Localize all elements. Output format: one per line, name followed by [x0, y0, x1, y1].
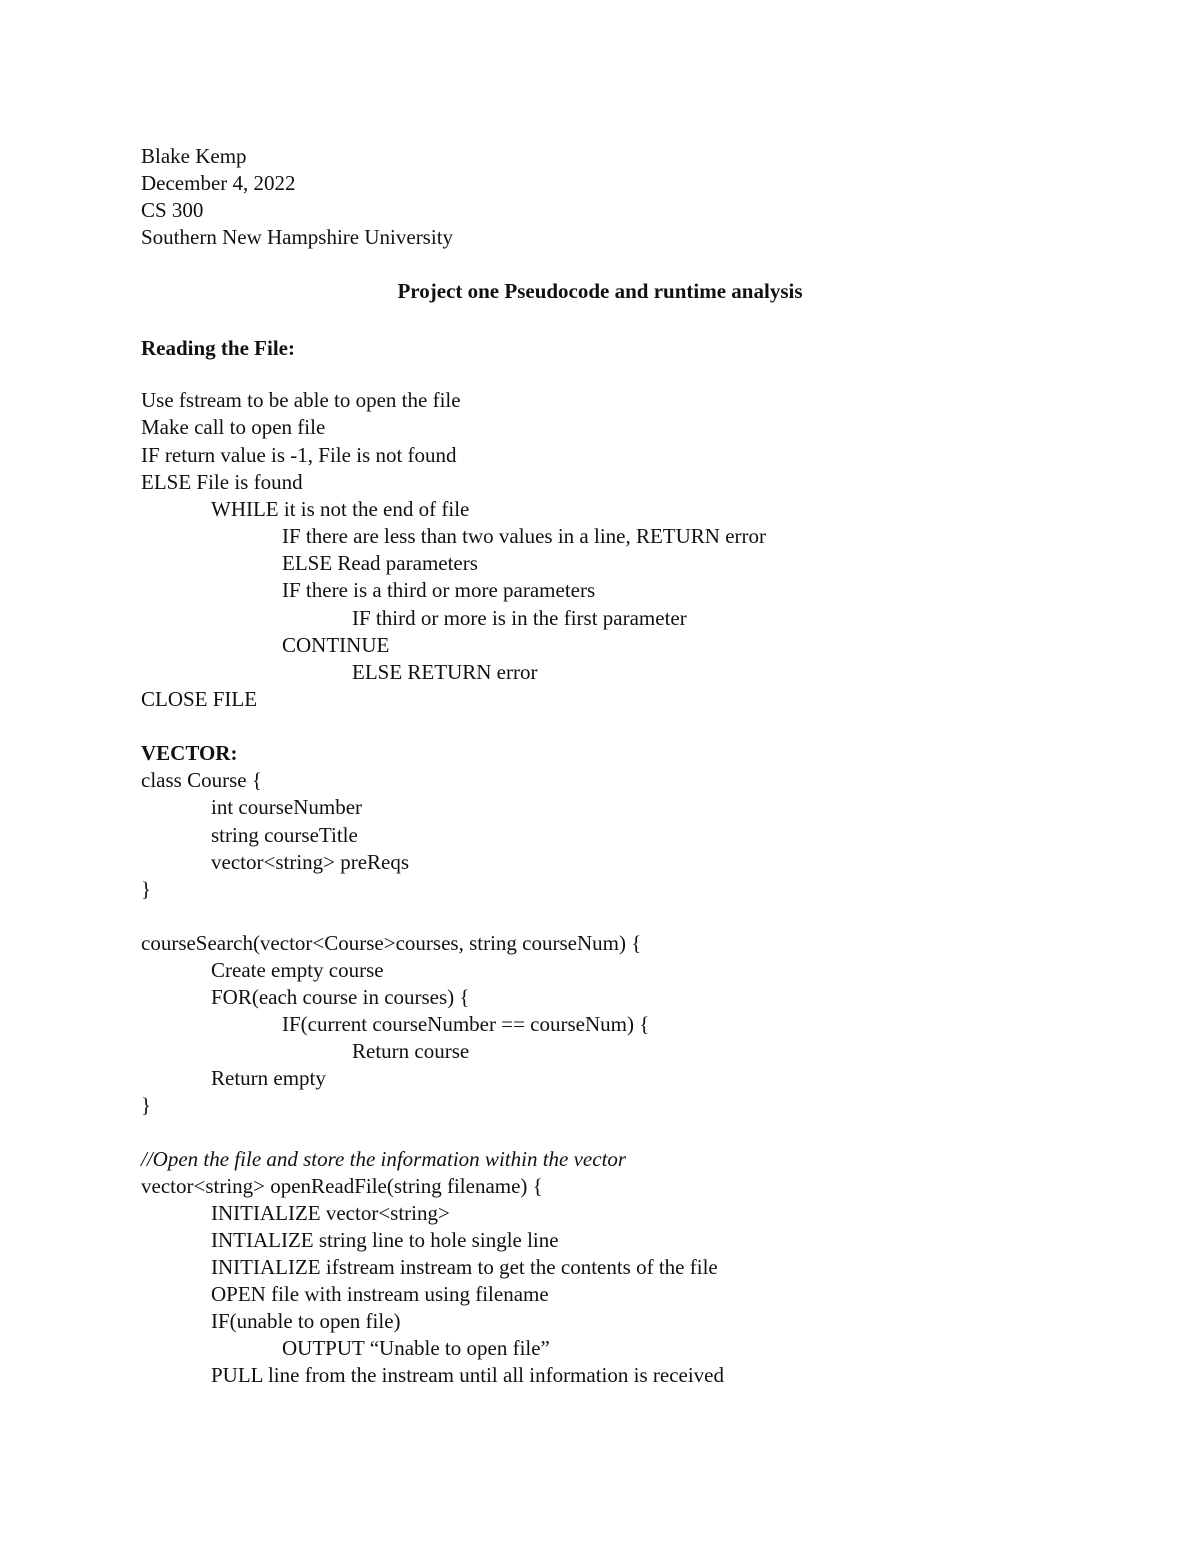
code-line: OPEN file with instream using filename [211, 1282, 549, 1306]
code-line: Create empty course [211, 958, 384, 982]
code-line: class Course { [141, 768, 262, 792]
code-line: int courseNumber [211, 795, 363, 819]
code-line: IF(current courseNumber == courseNum) { [282, 1012, 650, 1036]
code-line: IF third or more is in the first parameter [352, 606, 687, 630]
code-comment: //Open the file and store the information within the vector [141, 1147, 627, 1171]
code-line: ELSE Read parameters [282, 551, 478, 575]
document-title: Project one Pseudocode and runtime analysis [397, 279, 803, 303]
code-line: vector<string> openReadFile(string filename) { [141, 1174, 543, 1198]
code-line: Return course [352, 1039, 470, 1063]
author-name: Blake Kemp [141, 144, 247, 168]
code-line: } [141, 877, 152, 901]
code-line: Return empty [211, 1066, 326, 1090]
code-line: FOR(each course in courses) { [211, 985, 470, 1009]
document-date: December 4, 2022 [141, 171, 296, 195]
code-line: INITIALIZE ifstream instream to get the contents of the file [211, 1255, 718, 1279]
code-line: } [141, 1093, 152, 1117]
code-line: Make call to open file [141, 415, 326, 439]
code-line: vector<string> preReqs [211, 850, 410, 874]
section-heading-vector: VECTOR: [141, 741, 238, 765]
code-line: INITIALIZE vector<string> [211, 1201, 450, 1225]
code-line: ELSE File is found [141, 470, 303, 494]
code-line: CLOSE FILE [141, 687, 258, 711]
code-line: Use fstream to be able to open the file [141, 388, 461, 412]
code-line: string courseTitle [211, 823, 358, 847]
code-line: PULL line from the instream until all information is received [211, 1363, 725, 1387]
code-line: CONTINUE [282, 633, 390, 657]
school-name: Southern New Hampshire University [141, 225, 454, 249]
code-line: ELSE RETURN error [352, 660, 538, 684]
code-line: IF(unable to open file) [211, 1309, 401, 1333]
course-code: CS 300 [141, 198, 204, 222]
code-line: WHILE it is not the end of file [211, 497, 470, 521]
code-line: IF there is a third or more parameters [282, 578, 596, 602]
code-line: courseSearch(vector<Course>courses, string courseNum) { [141, 931, 642, 955]
code-line: OUTPUT “Unable to open file” [282, 1336, 550, 1360]
code-line: IF return value is -1, File is not found [141, 443, 457, 467]
code-line: IF there are less than two values in a line, RETURN error [282, 524, 767, 548]
code-line: INTIALIZE string line to hole single line [211, 1228, 559, 1252]
section-heading-reading: Reading the File: [141, 336, 295, 360]
